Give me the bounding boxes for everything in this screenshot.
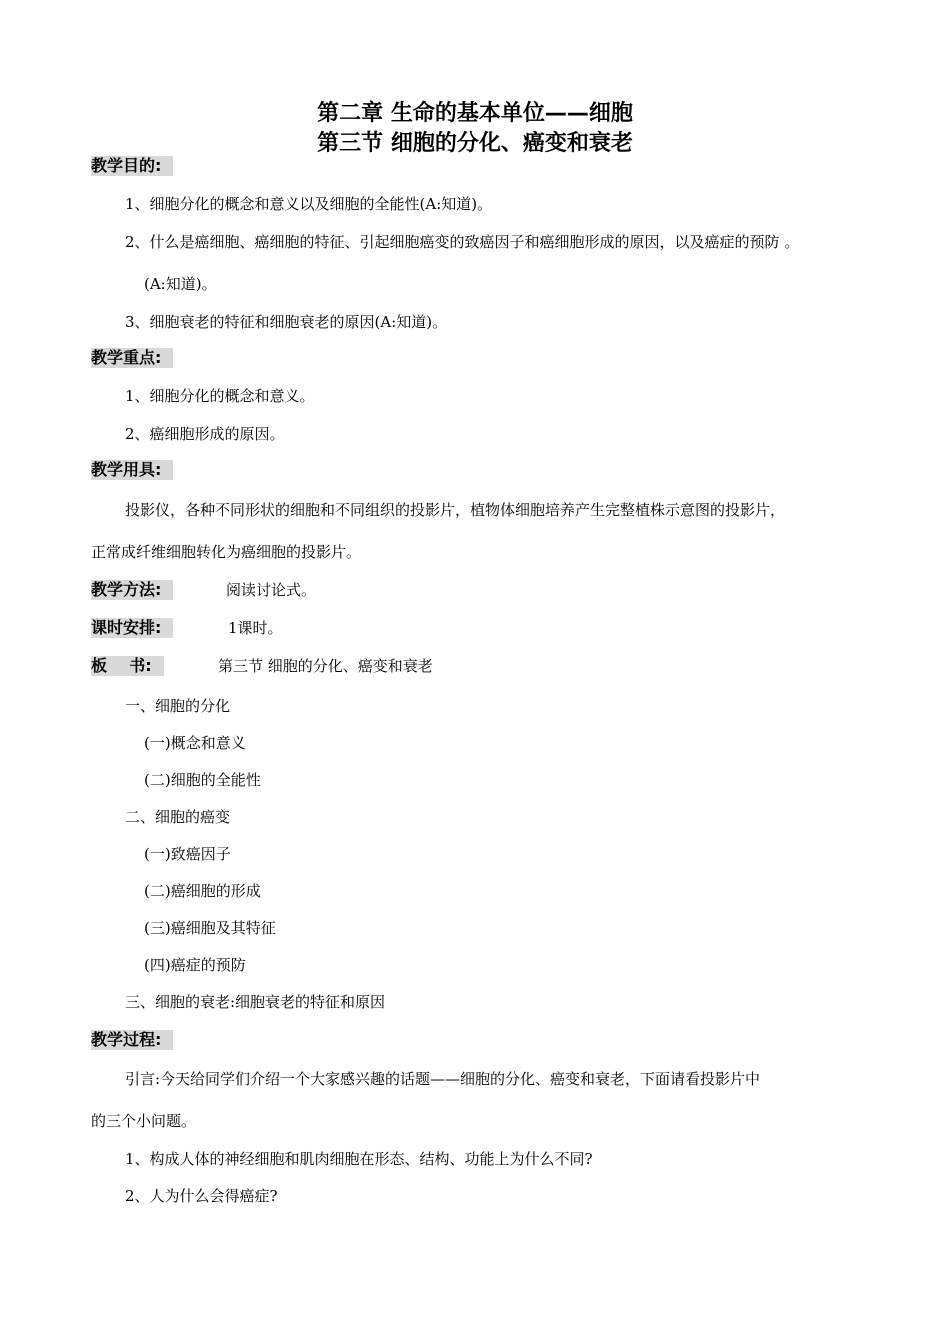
board-outline-item: (四)癌症的预防 [144, 956, 246, 974]
chapter-title: 第二章 生命的基本单位——细胞 [317, 101, 633, 126]
tools-line: 正常成纤维细胞转化为癌细胞的投影片。 [91, 543, 362, 561]
board-outline-item: (二)细胞的全能性 [144, 771, 261, 789]
schedule-value: 1课时。 [228, 619, 283, 637]
board-outline-item: 二、细胞的癌变 [125, 808, 231, 826]
schedule-heading: 课时安排: [91, 618, 173, 638]
board-outline-item: (一)概念和意义 [144, 734, 246, 752]
board-outline-item: (一)致癌因子 [144, 845, 231, 863]
process-line: 引言:今天给同学们介绍一个大家感兴趣的话题——细胞的分化、癌变和衰老，下面请看投影片中 [125, 1070, 761, 1088]
process-line: 2、人为什么会得癌症? [125, 1187, 278, 1205]
objective-item: 1、细胞分化的概念和意义以及细胞的全能性(A:知道)。 [125, 195, 493, 213]
board-outline-item: (二)癌细胞的形成 [144, 882, 261, 900]
objective-item: 2、什么是癌细胞、癌细胞的特征、引起细胞癌变的致癌因子和癌细胞形成的原因，以及癌症的预防 。 [125, 233, 800, 251]
process-line: 1、构成人体的神经细胞和肌肉细胞在形态、结构、功能上为什么不同? [125, 1150, 593, 1168]
board-value: 第三节 细胞的分化、癌变和衰老 [218, 657, 433, 675]
objective-item: 3、细胞衰老的特征和细胞衰老的原因(A:知道)。 [125, 313, 448, 331]
objectives-heading: 教学目的: [91, 156, 173, 176]
board-outline-item: 一、细胞的分化 [125, 697, 231, 715]
board-outline-item: (三)癌细胞及其特征 [144, 919, 276, 937]
keypoints-heading: 教学重点: [91, 348, 173, 368]
tools-line: 投影仪，各种不同形状的细胞和不同组织的投影片，植物体细胞培养产生完整植株示意图的投影片， [125, 501, 786, 519]
method-value: 阅读讨论式。 [226, 581, 317, 599]
section-title: 第三节 细胞的分化、癌变和衰老 [317, 131, 633, 156]
board-outline-item: 三、细胞的衰老:细胞衰老的特征和原因 [125, 993, 386, 1011]
keypoint-item: 1、细胞分化的概念和意义。 [125, 387, 315, 405]
objective-item: (A:知道)。 [144, 275, 217, 293]
keypoint-item: 2、癌细胞形成的原因。 [125, 425, 285, 443]
tools-heading: 教学用具: [91, 460, 173, 480]
process-line: 的三个小问题。 [91, 1112, 197, 1130]
board-heading: 板 书: [91, 656, 164, 676]
method-heading: 教学方法: [91, 580, 173, 600]
process-heading: 教学过程: [91, 1030, 173, 1050]
